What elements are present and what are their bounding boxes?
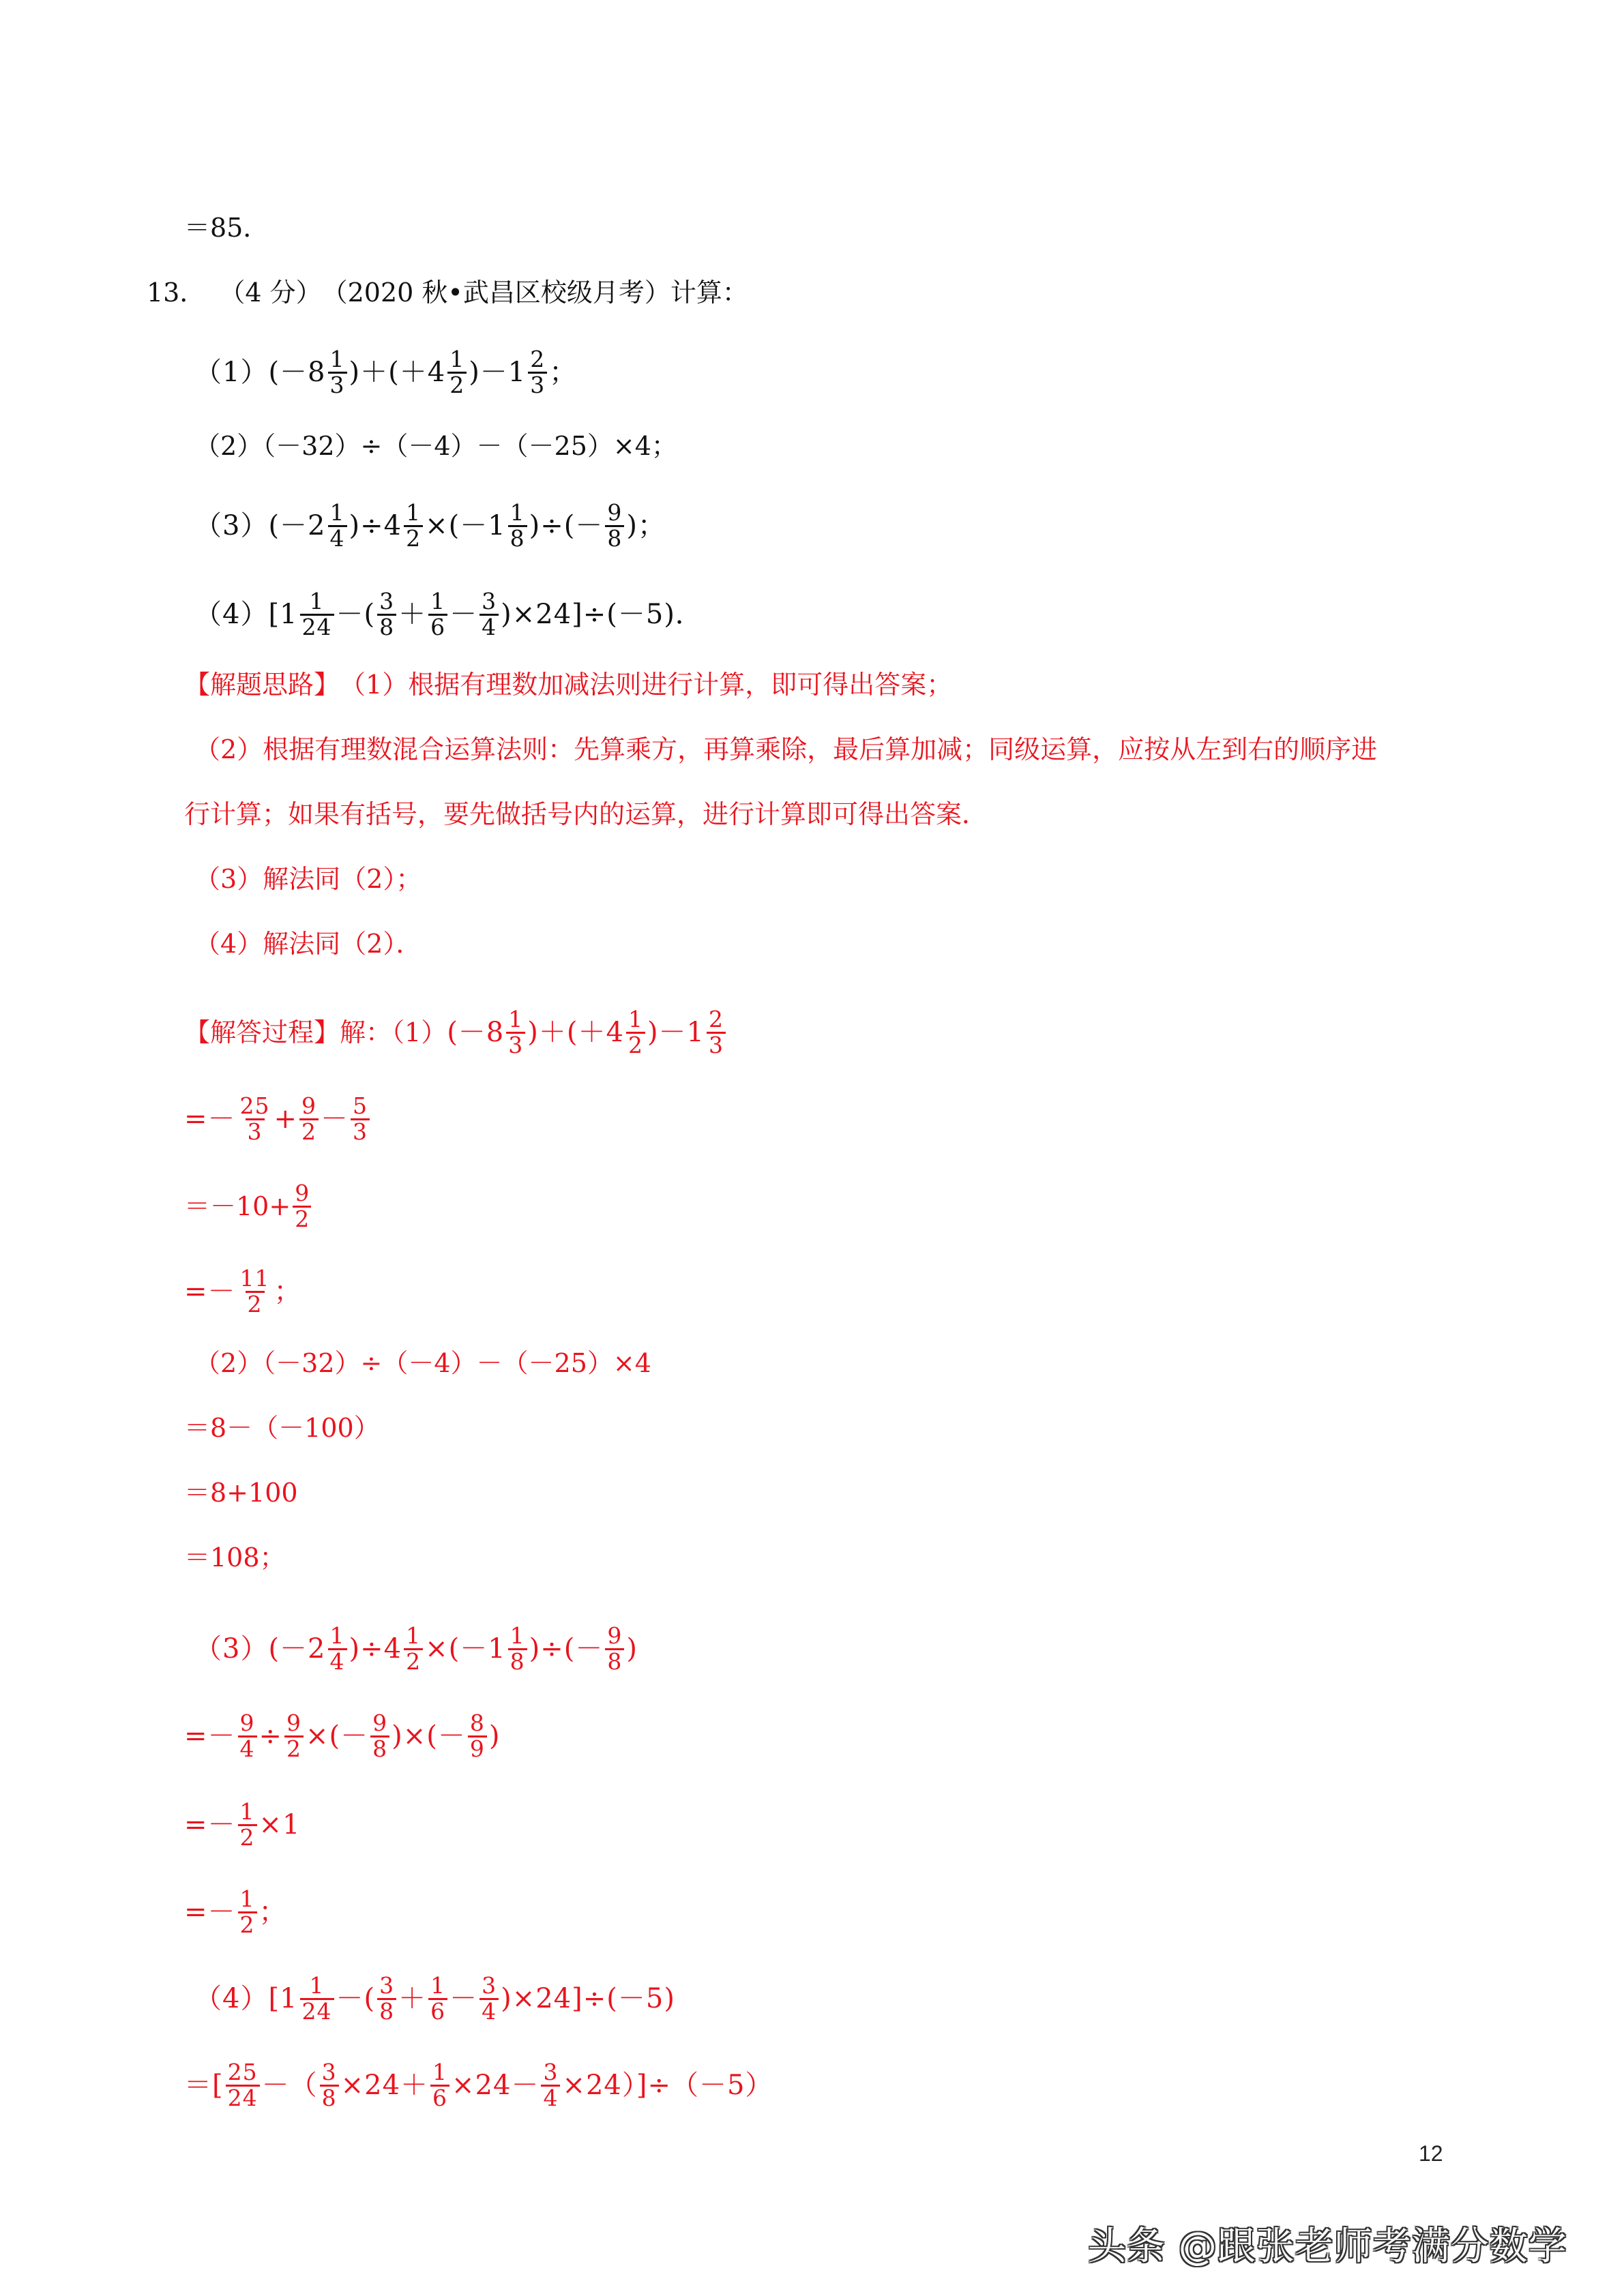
- fraction: $\frac{1}{2}$: [404, 1624, 423, 1673]
- fraction: $\frac{2}{3}$: [528, 348, 547, 397]
- fraction: $\frac{9}{4}$: [238, 1712, 257, 1761]
- solution-2-head: （2）（－32）÷（－4）－（－25）×4: [194, 1348, 651, 1378]
- fraction: $\frac{3}{8}$: [377, 590, 396, 639]
- solution-4-head: （4） [1 $\frac{1}{24}$ －( $\frac{3}{8}$ ＋ $\frac{1}{6}$ － $\frac{3}{4}$ )×24]÷(－5): [194, 1972, 675, 2025]
- solution-header: 【解答过程】 解：（1） (－8 $\frac{1}{3}$ )＋(＋4 $\frac{1}{2}$ )－1 $\frac{2}{3}$: [184, 1008, 728, 1057]
- analysis-line-3: 行计算；如果有括号，要先做括号内的运算，进行计算即可得出答案．: [184, 799, 988, 829]
- fraction: $\frac{1}{2}$: [238, 1888, 257, 1937]
- fraction: $\frac{1}{2}$: [626, 1008, 645, 1057]
- fraction: $\frac{1}{4}$: [328, 501, 347, 550]
- solution-4-step-1: ＝[ $\frac{25}{24}$ －（ $\frac{3}{8}$ ×24＋ $\frac{1}{6}$ ×24－ $\frac{3}{4}$ ×24）]÷（－5）: [184, 2059, 773, 2111]
- solution-3-step-2: =－ $\frac{1}{2}$ ×1: [184, 1798, 301, 1851]
- previous-result: ＝85．: [184, 213, 269, 243]
- fraction: $\frac{1}{2}$: [404, 501, 423, 550]
- fraction: $\frac{1}{6}$: [430, 2061, 449, 2110]
- fraction: $\frac{1}{8}$: [508, 501, 527, 550]
- problem-source: （2020 秋•武昌区校级月考）计算：: [321, 278, 748, 308]
- solution-3-step-1: =－ $\frac{9}{4}$ ÷ $\frac{9}{2}$ ×(－ $\frac{9}{8}$ )×(－ $\frac{8}{9}$ ): [184, 1710, 501, 1762]
- question-4: （4） [1 $\frac{1}{24}$ －( $\frac{3}{8}$ ＋ $\frac{1}{6}$ － $\frac{3}{4}$ )×24]÷(－5)．: [194, 588, 703, 640]
- analysis-title: 【解题思路】: [184, 670, 340, 700]
- fraction: $\frac{1}{2}$: [447, 348, 467, 397]
- solution-3-head: （3） (－2 $\frac{1}{4}$ )÷4 $\frac{1}{2}$ ×(－1 $\frac{1}{8}$ )÷(－ $\frac{9}{8}$ ): [194, 1622, 638, 1675]
- fraction: $\frac{1}{24}$: [300, 1974, 334, 2023]
- solution-1-step-3: =－ $\frac{11}{2}$ ；: [184, 1265, 302, 1317]
- solution-1-step-1: =－ $\frac{25}{3}$ + $\frac{9}{2}$ － $\frac{5}{3}$: [184, 1094, 372, 1144]
- solution-title: 【解答过程】: [184, 1017, 340, 1048]
- fraction: $\frac{9}{2}$: [293, 1182, 311, 1231]
- fraction: $\frac{9}{8}$: [605, 501, 624, 550]
- fraction: $\frac{5}{3}$: [351, 1094, 370, 1144]
- analysis-line-1: 【解题思路】 （1）根据有理数加减法则进行计算，即可得出答案；: [184, 670, 953, 700]
- solution-2-step-2: ＝8+100: [184, 1478, 298, 1508]
- fraction: $\frac{25}{3}$: [239, 1092, 270, 1145]
- fraction: $\frac{8}{9}$: [468, 1712, 487, 1761]
- fraction: $\frac{9}{2}$: [284, 1712, 304, 1761]
- watermark: 头条 @跟张老师考满分数学: [1088, 2224, 1567, 2269]
- fraction: $\frac{3}{8}$: [377, 1974, 396, 2023]
- fraction: $\frac{1}{8}$: [508, 1624, 527, 1673]
- fraction: $\frac{11}{2}$: [239, 1265, 270, 1317]
- fraction: $\frac{1}{3}$: [506, 1008, 525, 1057]
- problem-number: 13．: [147, 278, 206, 308]
- analysis-line-2: （2）根据有理数混合运算法则：先算乘方，再算乘除，最后算加减；同级运算，应按从左到右的顺序进: [194, 734, 1378, 764]
- solution-1-expression: (－8 $\frac{1}{3}$ )＋(＋4 $\frac{1}{2}$ )－1 $\frac{2}{3}$: [447, 1008, 728, 1057]
- fraction: $\frac{3}{4}$: [479, 1974, 499, 2023]
- question-3: （3） (－2 $\frac{1}{4}$ )÷4 $\frac{1}{2}$ ×(－1 $\frac{1}{8}$ )÷(－ $\frac{9}{8}$ )；: [194, 499, 666, 552]
- fraction: $\frac{1}{3}$: [328, 348, 347, 397]
- fraction: $\frac{9}{2}$: [299, 1094, 319, 1144]
- fraction: $\frac{3}{4}$: [479, 590, 499, 639]
- fraction: $\frac{3}{4}$: [541, 2061, 560, 2110]
- fraction: $\frac{1}{4}$: [328, 1624, 347, 1673]
- solution-3-step-3: =－ $\frac{1}{2}$ ；: [184, 1885, 287, 1938]
- fraction: $\frac{1}{2}$: [238, 1800, 257, 1849]
- fraction: $\frac{1}{24}$: [300, 590, 334, 639]
- fraction: $\frac{9}{8}$: [605, 1624, 624, 1673]
- question-1: （1） (－8 $\frac{1}{3}$ )＋(＋4 $\frac{1}{2}$ )－1 $\frac{2}{3}$ ；: [194, 346, 578, 398]
- problem-header: [147, 278, 748, 308]
- solution-2-step-3: ＝108；: [184, 1542, 286, 1572]
- fraction: $\frac{9}{8}$: [370, 1712, 389, 1761]
- fraction: $\frac{1}{6}$: [428, 1974, 447, 2023]
- analysis-line-5: （4）解法同（2）．: [194, 929, 422, 959]
- fraction: $\frac{25}{24}$: [226, 2061, 260, 2110]
- solution-2-step-1: ＝8－（－100）: [184, 1413, 380, 1443]
- analysis-line-4: （3）解法同（2）；: [194, 864, 422, 894]
- fraction: $\frac{1}{6}$: [428, 590, 447, 639]
- page-number: 12: [1419, 2141, 1443, 2166]
- solution-1-step-2: ＝－10+ $\frac{9}{2}$: [184, 1182, 313, 1231]
- fraction: $\frac{3}{8}$: [320, 2061, 339, 2110]
- problem-score: （4 分）: [219, 278, 322, 308]
- fraction: $\frac{2}{3}$: [707, 1008, 726, 1057]
- question-2: （2）（－32）÷（－4）－（－25）×4；: [194, 431, 677, 461]
